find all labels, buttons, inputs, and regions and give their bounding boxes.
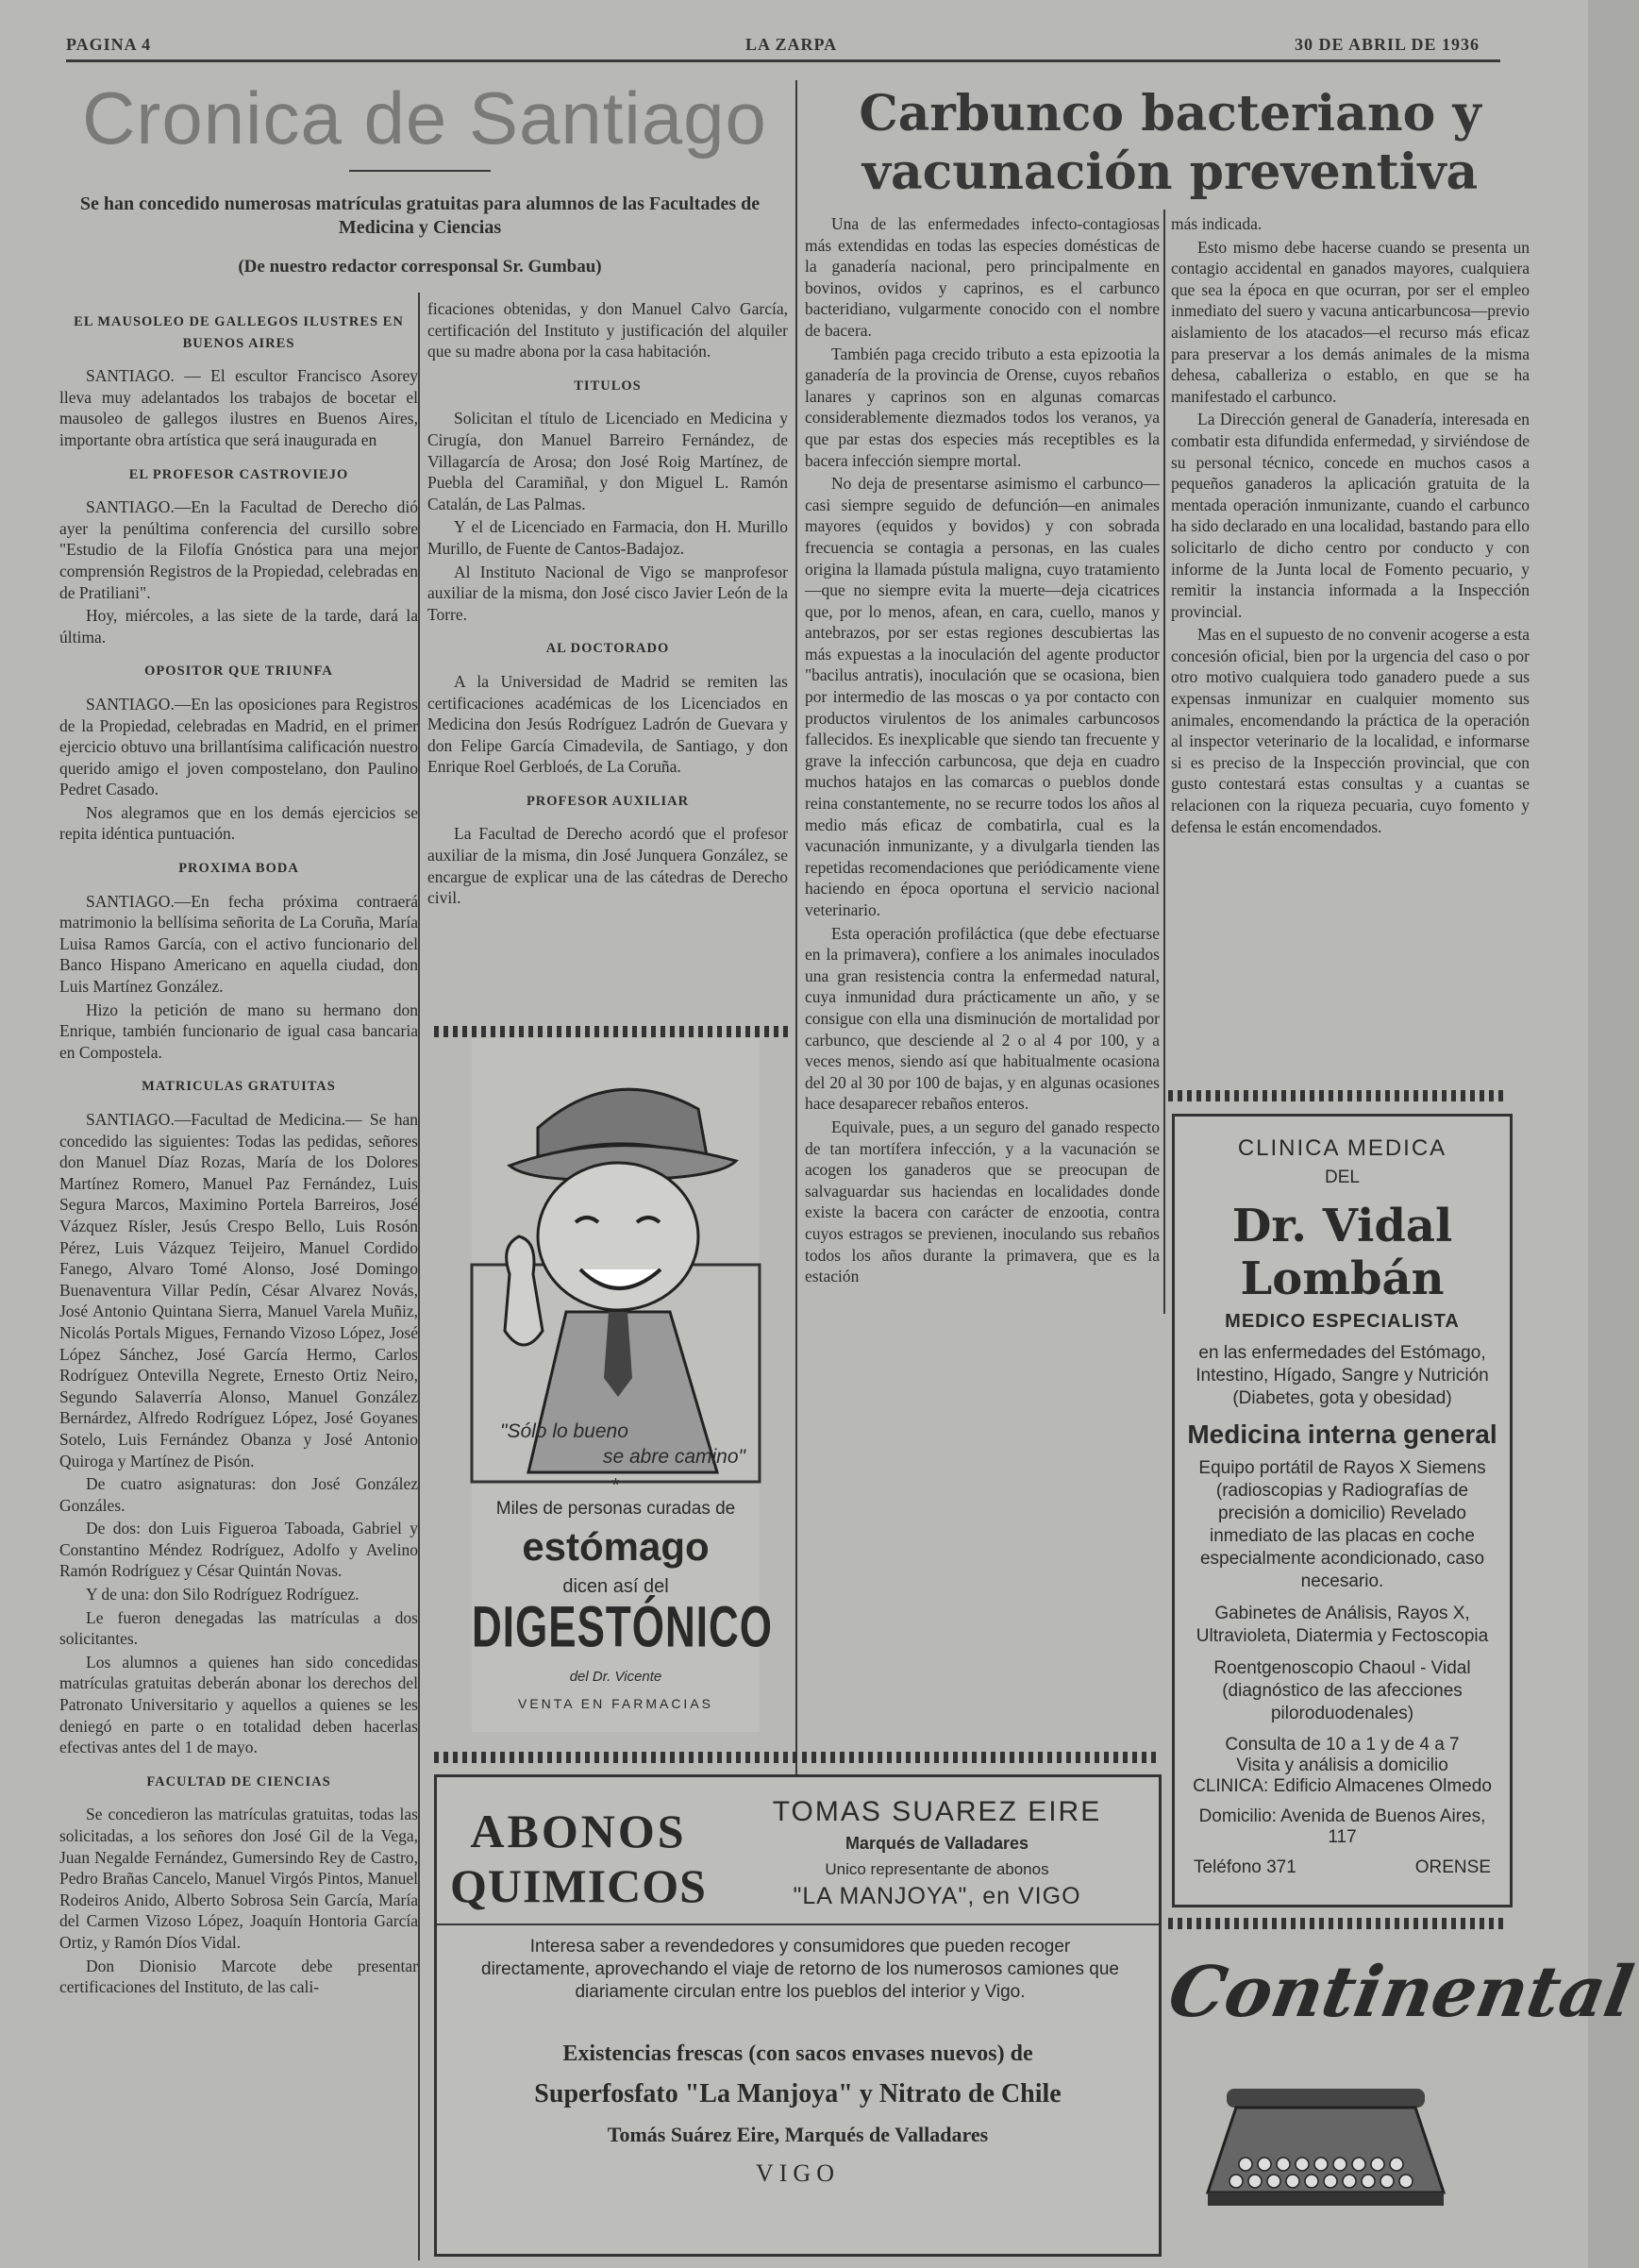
paragraph: No deja de presentarse asimismo el carbunco—casi siempre seguido de defunción—en animales mayores (equidos y bovidos) y con sobrada frecuencia se contagia a personas, en las cuales origina la llamada pústula maligna, cuyo tratamiento—que no siempre evita la muerte—deja cicatrices que, por lo menos, afean, en cara, cuello, manos y antebrazos, por ser estas regiones descubiertas las más expuestas a la inoculación del agente productor "bacilus antratis), inoculación que se ocasiona, bien por intermedio de las moscas o ya por contacto con productos virulentos de los animales carbuncosos fallecidos. Es inexplicable que siendo tan frecuente y grave la infección carbuncosa, que deja en cuadro muchos hatajos en las comarcas o pueblos donde reina constantemente, no se recurre todos los años al medio más eficaz de combatirla, cual es la vacunación inmunizante, y a divulgarla tienden las repetidas recomendaciones que periódicamente viene haciendo en época oportuna el servicio nacional veterinario. [805,474,1160,919]
paragraph: Esta operación profiláctica (que debe efectuarse en la primavera), confiere a los animales inoculados una gran resistencia contra la enfermedad natural, cuya inmunidad dura prácticamente un año, y se consigue con ella una disminución de mortalidad por carbunco, que desciende al 2 o al 4 por 100, y a veces menos, siendo así que habitualmente ocasiona del 20 al 30 por 100 de bajas, y en algunas ocasiones hace desaparecer rebaños enteros. [805,923,1160,1114]
separator-dots [434,1752,1161,1763]
section-heading: EL PROFESOR CASTROVIEJO [128,466,349,482]
abonos-ad [434,1774,1162,2257]
clinica-doctor-name: Dr. Vidal Lombán [1231,1200,1453,1305]
section-heading: AL DOCTORADO [545,641,670,657]
abonos-rep: Unico representante de abonos [825,1860,1049,1878]
paragraph: Una de las enfermedades infecto-contagiosas más extendidas en todas las especies domésticas de la ganadería nacional, pero principalmente en bovinos, ovidos y caprinos, es el carbunco bacteridiano, vulgarmente conocido con el nombre de bacera. [805,214,1160,340]
section-heading: MATRICULAS GRATUITAS [142,1079,336,1095]
cronica-deck: Se han concedido numerosas matrículas gratuitas para alumnos de las Facultades de Medicina y Ciencias [79,193,761,238]
section-heading: TITULOS [574,378,642,394]
continental-ad [1162,1933,1639,2244]
carbunco-column-1 [805,213,1160,1723]
clinica-l11: CLINICA: Edificio Almacenes Olmedo [1193,1776,1492,1796]
clinica-l12: Domicilio: Avenida de Buenos Aires, 117 [1198,1806,1486,1847]
paragraph: Y el de Licenciado en Farmacia, don H. Murillo Murillo, de Fuente de Cantos-Badajoz. [427,517,788,558]
paragraph: Mas en el supuesto de no convenir acogerse a esta concesión oficial, bien por la urgencia del caso o por otro motivo cualquiera todo ganadero puede a sus expensas inmunizar en cualquier momento sus animales, encomendando la práctica de la operación al inspector veterinario de la localidad, e informarse si es preciso de la Inspección provincial, que con gusto contestará estas consultas y a cuantas se relacionen con la riqueza pecuaria, cuyo fomento y defensa le están encomendados. [1171,625,1530,836]
paragraph: Al Instituto Nacional de Vigo se manprofesor auxiliar de la misma, don José cisco Javier León de la Torre. [427,562,788,624]
paragraph: SANTIAGO. — El escultor Francisco Asorey lleva muy adelantados los trabajos de bocetar el mausoleo de gallegos ilustres en Buenos Aires, importante obra artística que será inaugurada en [59,366,418,449]
ad-by: del Dr. Vicente [569,1669,662,1685]
paragraph: SANTIAGO.—En la Facultad de Derecho dió ayer la penúltima conferencia del cursillo sobre "Estudio de la Filofía Gnóstica para una mejor comprensión Registros de la Propiedad, celebradas en de Pratiliani". [59,497,418,602]
clinica-l3: MEDICO ESPECIALISTA [1225,1311,1460,1332]
carbunco-column-2 [1171,213,1530,1091]
page-label: PAGINA 4 [66,35,152,54]
cronica-column-2 [427,298,788,964]
clinica-l5: Medicina interna general [1187,1420,1497,1449]
ad-brand: DIGESTÓNICO [472,1595,774,1660]
column-divider-1 [418,293,420,2260]
column-divider-3 [1163,210,1165,1314]
header-rule [66,59,1500,62]
paragraph: De cuatro asignaturas: don José González Gonzáles. [59,1474,418,1515]
abonos-big-2: QUIMICOS [450,1859,707,1912]
section-heading: PROFESOR AUXILIAR [526,793,690,809]
paragraph: Esto mismo debe hacerse cuando se presenta un contagio accidental en ganados mayores, cualquiera que sea la época en que ocurran, por ser el empleo inmediato del suero y vacuna anticarbuncosa—previo aislamiento de los atacados—el recurso más eficaz para preservar a los demás animales de la misma dehesa, caballeriza o establo, en que se ha manifestado el carbunco. [1171,237,1530,406]
issue-date: 30 DE ABRIL DE 1936 [1295,35,1480,54]
clinica-l10: Visita y análisis a domicilio [1236,1756,1448,1775]
paragraph: De dos: don Luis Figueroa Taboada, Gabriel y Constantino Méndez Rodríguez, Adolfo y Avelino Ramón Rodríguez y César Quintán Novas. [59,1519,418,1581]
ad-line-1: Miles de personas curadas de [495,1499,736,1519]
section-heading: EL MAUSOLEO DE GALLEGOS ILUSTRES EN BUENOS AIRES [74,314,404,351]
man-illustration [472,1038,760,1472]
separator-dots [1168,1918,1503,1929]
abonos-rule [437,1924,1159,1925]
ad-line-2: estómago [522,1524,710,1569]
digestonico-ad [472,1038,774,1732]
section-heading: FACULTAD DE CIENCIAS [146,1773,331,1789]
abonos-l2: Superfosfato "La Manjoya" y Nitrato de Chile [534,2079,1062,2108]
ad-quote-2: se abre camino" [602,1446,745,1468]
clinica-l8: Roentgenoscopio Chaoul - Vidal (diagnóstico de las afecciones piloroduodenales) [1213,1658,1471,1723]
paragraph: Equivale, pues, a un seguro del ganado respecto de tan mortífera infección, y a la vacunación se acogen los ganaderos que se preocupan de salvaguardar sus haciendas en localidades donde existe la bacera con carácter de enzootia, contra cuyos estragos se previenen, inoculando sus rebaños todos los años durante la primavera, que es la estación [805,1117,1160,1286]
paragraph: Los alumnos a quienes han sido concedidas matrículas gratuitas deberán abonar los derechos del Patronato Universitario y aquellos a quienes se les deniegó en parte o en totalidad deben hacerlas efectivas antes del 1 de mayo. [59,1652,418,1757]
clinica-phone: Teléfono 371 [1194,1857,1296,1877]
paragraph: Le fueron denegadas las matrículas a dos solicitantes. [59,1607,418,1649]
paragraph: Hoy, miércoles, a las siete de la tarde, dará la última. [59,606,418,647]
abonos-l4: VIGO [756,2159,840,2187]
clinica-l1: CLINICA MEDICA [1237,1135,1447,1161]
paragraph: más indicada. [1171,214,1263,233]
ad-footer: VENTA EN FARMACIAS [518,1696,713,1711]
paragraph: SANTIAGO.—En fecha próxima contraerá matrimonio la bellísima señorita de La Coruña, María Luisa Ramos García, con el activo funcionario del Banco Hispano Americano en aquella ciudad, don Luis Martínez González. [59,891,418,997]
continental-brand: Continental [1162,1952,1639,2033]
paper-name: LA ZARPA [745,35,838,54]
clinica-l6: Equipo portátil de Rayos X Siemens (radioscopias y Radiografías de precisión a domicilio) Revelado inmediato de las placas en coche especialmente acondicionado, caso necesario. [1198,1458,1486,1591]
clinica-l2: DEL [1325,1168,1360,1187]
paragraph: La Facultad de Derecho acordó que el profesor auxiliar de la misma, din José Junquera González, se encargue de explicar una de las cátedras de Derecho civil. [427,824,788,908]
abonos-brand: "LA MANJOYA", en VIGO [793,1883,1081,1909]
paragraph: Hizo la petición de mano su hermano don Enrique, también funcionario de igual casa bancaria en Compostela. [59,1000,418,1062]
abonos-l3: Tomás Suárez Eire, Marqués de Valladares [607,2123,989,2146]
section-heading: PROXIMA BODA [178,861,299,877]
abonos-text: Interesa saber a revendedores y consumidores que pueden recoger directamente, aprovechando el viaje de retorno de los numerosos camiones que diariamente circulan entre los pueblos del interior y Vigo. [481,1937,1119,2002]
paragraph: Nos alegramos que en los demás ejercicios se repita idéntica puntuación. [59,802,418,844]
paragraph: Y de una: don Silo Rodríguez Rodríguez. [86,1585,360,1604]
clinica-l9: Consulta de 10 a 1 y de 4 a 7 [1225,1735,1460,1755]
paragraph: Se concedieron las matrículas gratuitas, todas las solicitadas, a los señores don José Gil de la Vega, Juan Negalde Fernández, Gumersindo Rey de Castro, Pedro Brañas Cancelo, Manuel Virgós Pintos, Manuel Rodeiros Anido, Alberto Sobrosa Sein García, María del Carmen Vizoso López, Joaquín Hontoria García Ortiz, y Ramón Díos Vidal. [59,1805,418,1952]
ad-line-3: dicen así del [562,1576,669,1597]
typewriter-icon [1170,2051,1505,2240]
abonos-addr: Marqués de Valladares [845,1834,1029,1853]
clinica-l4: en las enfermedades del Estómago, Intestino, Hígado, Sangre y Nutrición (Diabetes, gota y obesidad) [1196,1343,1489,1408]
paragraph: SANTIAGO.—En las oposiciones para Registros de la Propiedad, celebradas en Madrid, en el primer ejercicio obtuvo una brillantísima calificación nuestro querido amigo el joven compostelano, don Paulino Pedret Casado. [59,694,418,799]
paragraph: La Dirección general de Ganadería, interesada en combatir esta difundida enfermedad, y sirviéndose de su personal técnico, concede en muchos casos a pequeños ganaderos la aplicación gratuita de la mentada operación inmunizante, cuando el carbunco ha sido declarado en una localidad, bastando para ello solicitarlo de dicho centro por conducto y con informe de la Junta local de Fomento pecuario, y remitir la instancia informada a la Inspección provincial. [1171,410,1530,621]
cronica-column-1 [59,298,418,2257]
paragraph: ficaciones obtenidas, y don Manuel Calvo García, certificación del Instituto y justificación del alquiler que su madre abona por la casa habitación. [427,299,788,361]
ad-quote-1: "Sólo lo bueno [500,1420,628,1442]
clinica-city: ORENSE [1414,1857,1491,1877]
paragraph: SANTIAGO.—Facultad de Medicina.— Se han concedido las siguientes: Todas las pedidas, señores don Manuel Díaz Rozas, María de los Dolores Martínez Romero, Manuel Paz Fernández, Luis Segura Marcos, Maximino Portela Barreiros, José Vázquez Rísler, Jesús Crespo Bello, Luis Rosón Pérez, Luis Vázquez Teijeiro, Manuel Cordido Fanego, Alvaro Tomé Alonso, José Domingo Buenaventura Villar Pedín, César Alvarez Novás, José Antonio Quintana Sierra, Manuel Varela Muñiz, Nicolás Portals Migues, Fernando Vizoso López, José López Sánchez, José García Hermo, Carlos Rodríguez Ontevilla Negrete, Ernesto Ortiz Neiro, Segundo Salaverría Alonso, Manuel González Bernárdez, Alfredo Rodríguez López, José Goyanes Sotelo, Luis Fernández Obanza y José Antonio Quiroga y Martínez de Pisón. [59,1110,418,1470]
abonos-big-1: ABONOS [470,1805,687,1857]
section-heading: OPOSITOR QUE TRIUNFA [144,664,333,680]
ad-star: * [611,1475,620,1496]
cronica-title: Cronica de Santiago [82,76,767,160]
separator-dots [434,1026,788,1037]
paragraph: Don Dionisio Marcote debe presentar certificaciones del Instituto, de las cali- [59,1956,418,1997]
cronica-byline: (De nuestro redactor corresponsal Sr. Gumbau) [238,257,602,277]
separator-dots [1168,1090,1503,1101]
clinica-l7: Gabinetes de Análisis, Rayos X, Ultravioleta, Diatermia y Fectoscopia [1196,1604,1489,1646]
abonos-name: TOMAS SUAREZ EIRE [772,1796,1102,1827]
carbunco-title: Carbunco bacteriano y vacunación preventiva [859,85,1481,201]
paragraph: A la Universidad de Madrid se remiten las certificaciones académicas de los Licenciados en Medicina don Jesús Rodríguez Ladrón de Guevara y don Felipe García Cimadevila, de Santiago, y don Enrique Roel Gerbloés, de La Coruña. [427,671,788,777]
paragraph: Solicitan el título de Licenciado en Medicina y Cirugía, don Manuel Barreiro Fernández, de Villagarcía de Arosa; don José Roig Martínez, de Puebla del Caramiñal, y don Miguel L. Ramón Catalán, de Las Palmas. [427,409,788,513]
paragraph: También paga crecido tributo a esta epizootia la ganadería de la provincia de Orense, cuyos rebaños lanares y caprinos son en algunas comarcas considerablemente diezmados todos los veranos, ya que par estas dos especies más receptibles es la bacera infección siempre mortal. [805,344,1160,470]
abonos-l1: Existencias frescas (con sacos envases nuevos) de [562,2041,1033,2066]
title-underline [349,170,491,172]
clinica-ad [1172,1114,1513,1907]
